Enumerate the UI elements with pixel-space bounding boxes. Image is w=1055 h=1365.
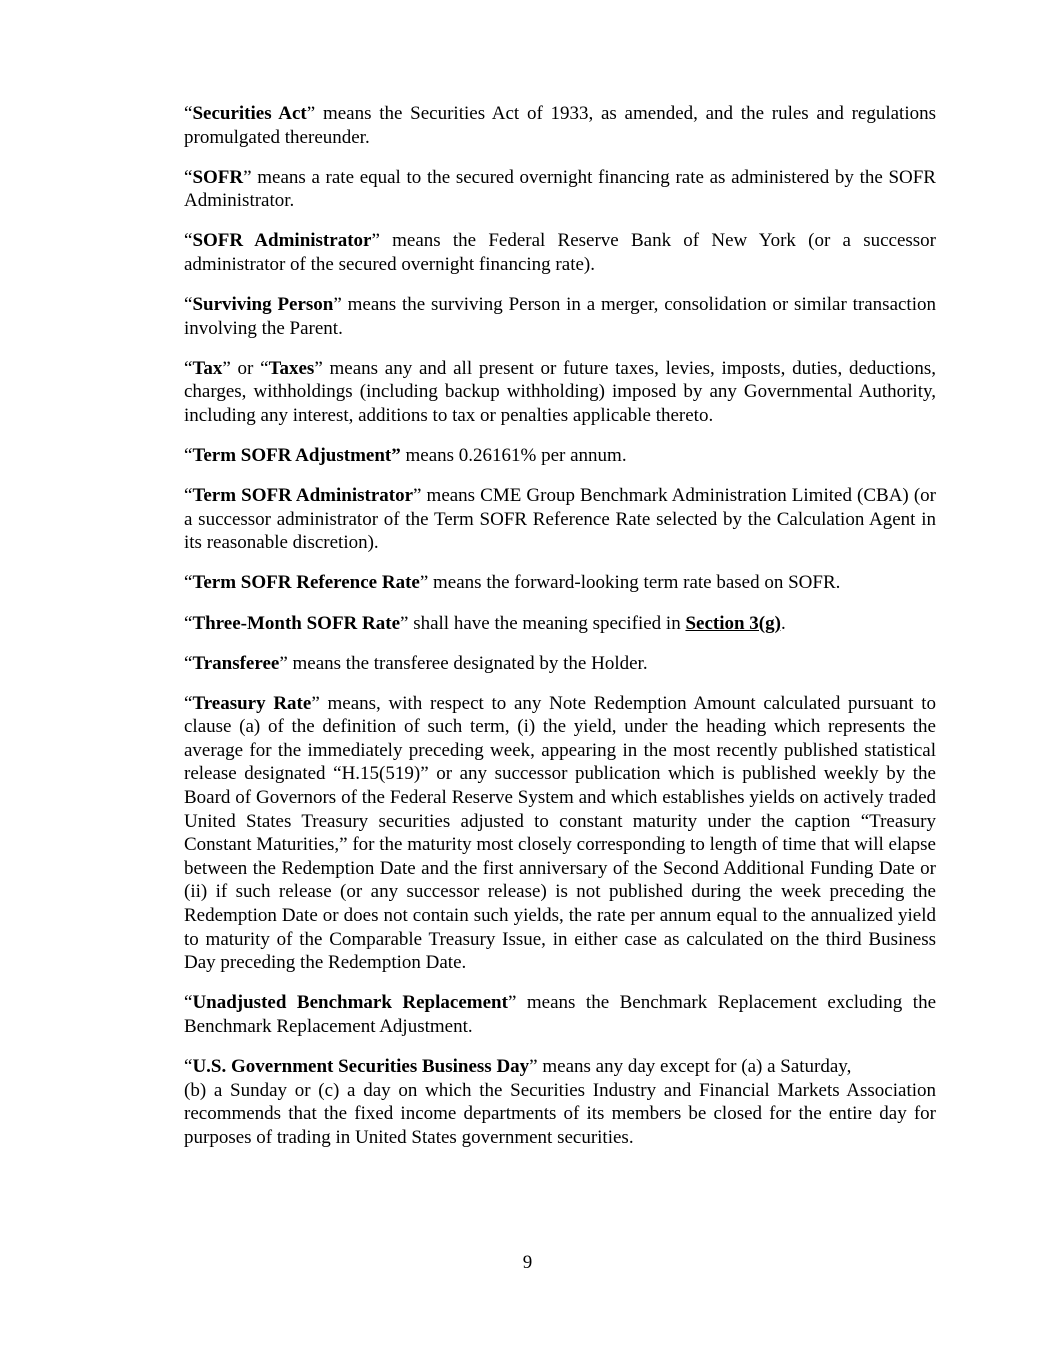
- definition-transferee: “Transferee” means the transferee designated by the Holder.: [184, 652, 648, 674]
- definition-sofr: “SOFR” means a rate equal to the secured overnight financing rate as administered by the SOFR Administrator.: [184, 166, 936, 212]
- definition-text: means the Federal Reserve Bank of New York (or a successor administrator of the secured overnight financing rate).: [184, 230, 937, 275]
- definition-text: means any day except for (a) a Saturday,: [537, 1056, 852, 1077]
- defined-term: Tax: [192, 357, 223, 379]
- page-number: 9: [522, 1252, 533, 1273]
- definition-text-after: .: [780, 612, 786, 634]
- defined-term: Transferee: [192, 652, 280, 674]
- definition-term-sofr-administrator: “Term SOFR Administrator” means CME Group Benchmark Administration Limited (CBA) (or a successor administrator of the Term SOFR Reference Rate selected by the Calculation Agent in its reasonable discretion).: [184, 485, 936, 554]
- defined-term: Securities Act: [192, 103, 307, 124]
- defined-term: Unadjusted Benchmark Replacement: [192, 992, 508, 1014]
- defined-term: Term SOFR Adjustment”: [192, 445, 401, 467]
- defined-term: Term SOFR Administrator: [192, 485, 414, 507]
- defined-term: Treasury Rate: [192, 692, 312, 714]
- document-page: [184, 102, 936, 1166]
- defined-term: Surviving Person: [192, 294, 334, 316]
- definition-securities-act: “Securities Act” means the Securities Act of 1933, as amended, and the rules and regulations promulgated thereunder.: [184, 103, 937, 148]
- definition-text: means the Benchmark Replacement excluding the Benchmark Replacement Adjustment.: [184, 992, 937, 1037]
- definition-text: shall have the meaning specified in: [408, 612, 686, 634]
- definition-tax: “Tax” or “Taxes” means any and all present or future taxes, levies, imposts, duties, deductions, charges, withholdings (including backup withholding) imposed by any Governmental Authority, including any interest, additions to tax or penalties applicable thereto.: [184, 357, 937, 426]
- definition-text: means any and all present or future taxes, levies, imposts, duties, deductions, charges, withholdings (including backup withholding) imposed by any Governmental Authority, including any interest, additions to tax or penalties applicable thereto.: [184, 357, 937, 426]
- definition-text: means 0.26161% per annum.: [400, 445, 627, 467]
- defined-term: SOFR Administrator: [192, 230, 372, 252]
- definition-text: means CME Group Benchmark Administration Limited (CBA) (or a successor administrator of the Term SOFR Reference Rate selected by the Calculation Agent in its reasonable discretion).: [184, 485, 936, 554]
- definition-text: means a rate equal to the secured overnight financing rate as administered by the SOFR Administrator.: [184, 166, 936, 212]
- definition-treasury-rate: “Treasury Rate” means, with respect to any Note Redemption Amount calculated pursuant to clause (a) of the definition of such term, (i) the yield, under the heading which represents the average for the immediately preceding week, appearing in the most recently published statistical release designated “H.15(519)” or any successor publication which is published weekly by the Board of Governors of the Federal Reserve System and which establishes yields on actively traded United States Treasury securities adjusted to constant maturity under the caption “Treasury Constant Maturities,” for the maturity most closely corresponding to length of time that will elapse between the Redemption Date and the first anniversary of the Second Additional Funding Date or (ii) if such release (or any successor release) is not published during the week preceding the Redemption Date or does not contain such yields, the rate per annum equal to the annualized yield to maturity of the Comparable Treasury Issue, in either case as calculated on the third Business Day preceding the Redemption Date.: [184, 692, 936, 974]
- definition-term-sofr-adjustment: “Term SOFR Adjustment” means 0.26161% per annum.: [184, 445, 627, 467]
- definition-unadjusted-benchmark-replacement: “Unadjusted Benchmark Replacement” means the Benchmark Replacement excluding the Benchmark Replacement Adjustment.: [184, 992, 937, 1037]
- definition-text: means, with respect to any Note Redemption Amount calculated pursuant to clause (a) of the definition of such term, (i) the yield, under the heading which represents the average for the immediately preceding week, appearing in the most recently published statistical release designated “H.15(519)” or any successor publication which is published weekly by the Board of Governors of the Federal Reserve System and which establishes yields on actively traded United States Treasury securities adjusted to constant maturity under the caption “Treasury Constant Maturities,” for the maturity most closely corresponding to length of time that will elapse between the Redemption Date and the first anniversary of the Second Additional Funding Date or (ii) if such release (or any successor release) is not published during the week preceding the Redemption Date or does not contain such yields, the rate per annum equal to the annualized yield to maturity of the Comparable Treasury Issue, in either case as calculated on the third Business Day preceding the Redemption Date.: [184, 692, 936, 974]
- definition-surviving-person: “Surviving Person” means the surviving Person in a merger, consolidation or similar transaction involving the Parent.: [184, 294, 936, 339]
- definition-three-month-sofr-rate: “Three-Month SOFR Rate” shall have the meaning specified in Section 3(g).: [184, 612, 786, 634]
- definition-text: means the forward-looking term rate based on SOFR.: [428, 572, 841, 594]
- defined-term: SOFR: [192, 166, 244, 188]
- defined-term: Term SOFR Reference Rate: [192, 572, 420, 594]
- defined-term: Three-Month SOFR Rate: [192, 612, 401, 634]
- definition-text: means the surviving Person in a merger, consolidation or similar transaction involving the Parent.: [184, 294, 936, 339]
- defined-term: U.S. Government Securities Business Day: [192, 1056, 530, 1077]
- defined-term-alt: Taxes: [268, 357, 315, 379]
- definition-text: means the transferee designated by the Holder.: [287, 652, 648, 674]
- definition-sofr-administrator: “SOFR Administrator” means the Federal Reserve Bank of New York (or a successor administrator of the secured overnight financing rate).: [184, 230, 937, 275]
- definition-term-sofr-reference-rate: “Term SOFR Reference Rate” means the forward-looking term rate based on SOFR.: [184, 572, 841, 594]
- definition-connector: or: [230, 357, 261, 379]
- section-reference-link[interactable]: Section 3(g): [685, 612, 781, 634]
- definition-us-government-securities-business-day: “U.S. Government Securities Business Day” means any day except for (a) a Saturday, (b) a Sunday or (c) a day on which the Securities Industry and Financial Markets Association recommends that the fixed income departments of its members be closed for the entire day for purposes of trading in United States government securities.: [184, 1056, 936, 1148]
- definition-text: means the Securities Act of 1933, as amended, and the rules and regulations promulgated thereunder.: [184, 103, 937, 148]
- definition-text-continued: (b) a Sunday or (c) a day on which the Securities Industry and Financial Markets Association recommends that the fixed income departments of its members be closed for the entire day for purposes of trading in United States government securities.: [184, 1079, 936, 1148]
